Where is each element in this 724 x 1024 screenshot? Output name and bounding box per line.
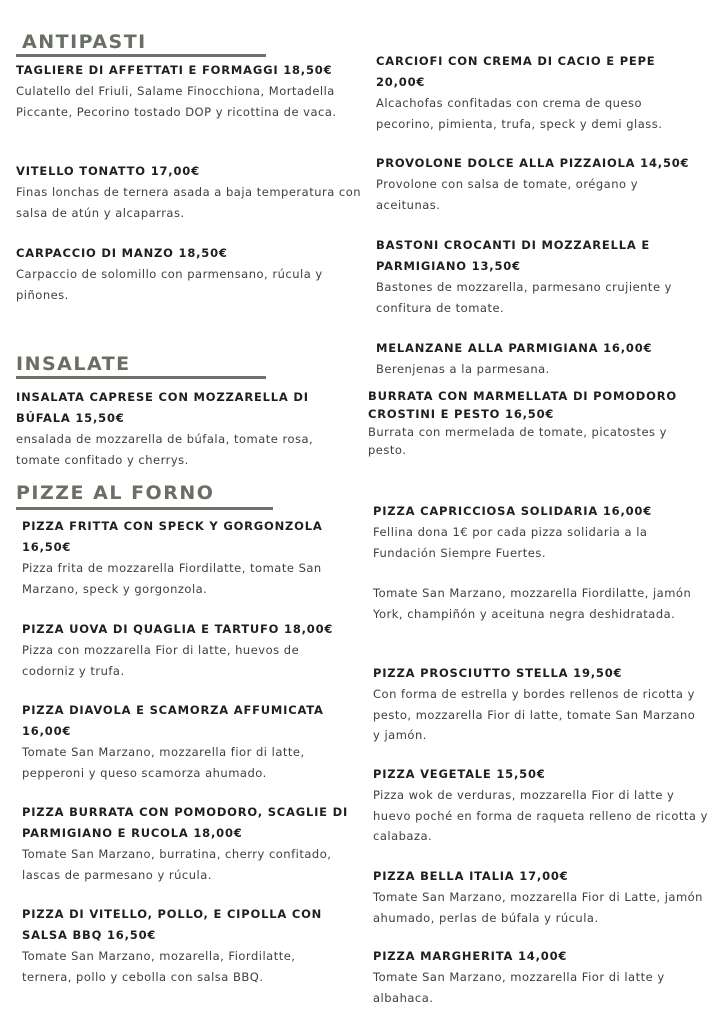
item-name: PIZZA BURRATA CON POMODORO, SCAGLIE DI PARMIGIANO E RUCOLA 18,00€ [22, 805, 349, 840]
item-description: Bastones de mozzarella, parmesano crujiente y confitura de tomate. [376, 280, 672, 315]
menu-item [368, 387, 708, 459]
menu-item [373, 764, 708, 847]
menu-item [22, 904, 347, 987]
item-description: Pizza wok de verduras, mozzarella Fior di latte y huevo poché en forma de raqueta relleno de ricotta y calabaza. [373, 788, 708, 843]
menu-item [373, 866, 703, 928]
item-name: CARCIOFI CON CREMA DI CACIO E PEPE 20,00€ [376, 54, 656, 89]
item-name: PROVOLONE DOLCE ALLA PIZZAIOLA 14,50€ [376, 156, 690, 170]
menu-item [16, 243, 361, 305]
item-description: ensalada de mozzarella de búfala, tomate rosa, tomate confitado y cherrys. [16, 432, 314, 467]
item-description: Berenjenas a la parmesana. [376, 362, 550, 376]
item-description: Culatello del Friuli, Salame Finocchiona, Mortadella Piccante, Pecorino tostado DOP y ricottina de vaca. [16, 84, 337, 119]
menu-item [16, 387, 346, 470]
item-name: PIZZA FRITTA CON SPECK Y GORGONZOLA 16,50€ [22, 519, 323, 554]
item-description: Con forma de estrella y bordes rellenos de ricotta y pesto, mozzarella Fior di latte, tomate San Marzano y jamón. [373, 687, 696, 742]
menu-item [373, 946, 708, 1008]
menu-item [22, 619, 347, 681]
menu-item [373, 663, 703, 746]
menu-item [376, 338, 706, 380]
menu-item [376, 51, 696, 134]
item-description: Pizza frita de mozzarella Fiordilatte, tomate San Marzano, speck y gorgonzola. [22, 561, 322, 596]
menu-item [22, 802, 362, 885]
item-name: PIZZA MARGHERITA 14,00€ [373, 949, 568, 963]
section-title-insalate: INSALATE [16, 353, 131, 375]
item-name: BASTONI CROCANTI DI MOZZARELLA E PARMIGIANO 13,50€ [376, 238, 650, 273]
item-name: INSALATA CAPRESE CON MOZZARELLA DI BÚFALA 15,50€ [16, 390, 309, 425]
menu-item [376, 235, 706, 318]
item-description-extra: Tomate San Marzano, mozzarella Fiordilatte, jamón York, champiñón y aceituna negra deshidratada. [373, 586, 692, 621]
item-name: BURRATA CON MARMELLATA DI POMODORO CROSTINI E PESTO 16,50€ [368, 389, 677, 421]
item-name: TAGLIERE DI AFFETTATI E FORMAGGI 18,50€ [16, 63, 333, 77]
section-divider [16, 54, 266, 57]
section-title-antipasti: ANTIPASTI [22, 31, 147, 53]
item-name: PIZZA CAPRICCIOSA SOLIDARIA 16,00€ [373, 504, 653, 518]
item-description: Tomate San Marzano, burratina, cherry confitado, lascas de parmesano y rúcula. [22, 847, 332, 882]
item-description: Burrata con mermelada de tomate, picatostes y pesto. [368, 425, 667, 457]
item-description: Provolone con salsa de tomate, orégano y aceitunas. [376, 177, 639, 212]
item-name: PIZZA DI VITELLO, POLLO, E CIPOLLA CON SALSA BBQ 16,50€ [22, 907, 323, 942]
item-name: PIZZA BELLA ITALIA 17,00€ [373, 869, 569, 883]
item-description: Finas lonchas de ternera asada a baja temperatura con salsa de atún y alcaparras. [16, 185, 362, 220]
menu-item [16, 60, 356, 122]
menu-item [22, 700, 347, 783]
section-divider [16, 507, 273, 510]
item-description: Tomate San Marzano, mozzarella Fior di Latte, jamón ahumado, perlas de búfala y rúcula. [373, 890, 703, 925]
section-divider [16, 376, 266, 379]
item-description: Fellina dona 1€ por cada pizza solidaria a la Fundación Siempre Fuertes. [373, 525, 648, 560]
item-name: PIZZA PROSCIUTTO STELLA 19,50€ [373, 666, 623, 680]
menu-item [373, 501, 708, 624]
menu-item [22, 516, 347, 599]
item-description: Tomate San Marzano, mozzarella Fior di latte y albahaca. [373, 970, 665, 1005]
item-name: MELANZANE ALLA PARMIGIANA 16,00€ [376, 341, 653, 355]
item-name: CARPACCIO DI MANZO 18,50€ [16, 246, 228, 260]
item-name: PIZZA VEGETALE 15,50€ [373, 767, 546, 781]
item-description: Tomate San Marzano, mozzarella fior di latte, pepperoni y queso scamorza ahumado. [22, 745, 305, 780]
item-description: Tomate San Marzano, mozarella, Fiordilatte, ternera, pollo y cebolla con salsa BBQ. [22, 949, 296, 984]
item-description: Alcachofas confitadas con crema de queso pecorino, pimienta, trufa, speck y demi glass. [376, 96, 663, 131]
item-description: Carpaccio de solomillo con parmensano, rúcula y piñones. [16, 267, 323, 302]
item-name: PIZZA DIAVOLA E SCAMORZA AFFUMICATA 16,00€ [22, 703, 324, 738]
menu-item [376, 153, 706, 215]
section-title-pizze: PIZZE AL FORNO [16, 482, 215, 504]
menu-item [16, 161, 371, 223]
item-description: Pizza con mozzarella Fior di latte, huevos de codorniz y trufa. [22, 643, 300, 678]
item-name: PIZZA UOVA DI QUAGLIA E TARTUFO 18,00€ [22, 622, 334, 636]
item-name: VITELLO TONATTO 17,00€ [16, 164, 200, 178]
